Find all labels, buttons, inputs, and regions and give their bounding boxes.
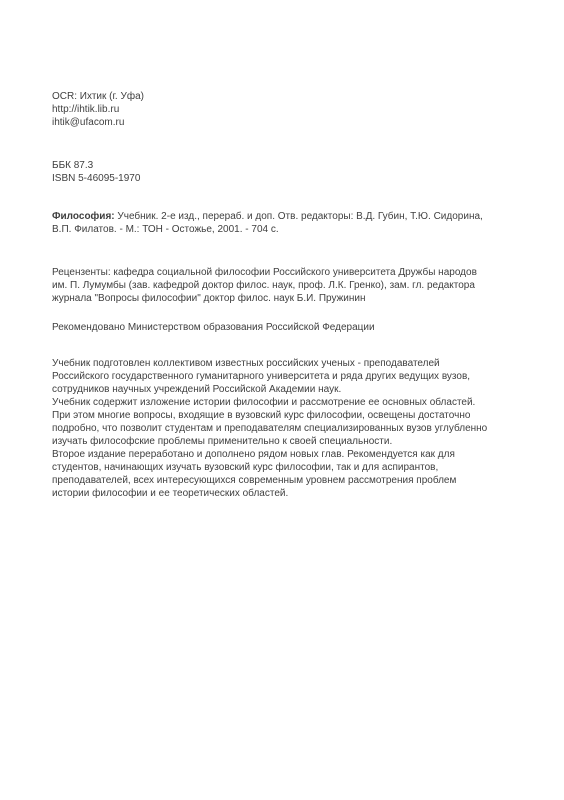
reviewers-line: им. П. Лумумбы (зав. кафедрой доктор филос. наук, проф. Л.К. Гренко), зам. гл. редактора: [52, 280, 475, 291]
bibliographic-entry: [52, 210, 532, 236]
abstract-line: истории философии и ее теоретических областей.: [52, 488, 289, 499]
abstract-line: изучать философские проблемы применительно к своей специальности.: [52, 436, 393, 447]
book-title: Философия:: [52, 211, 115, 222]
site-link[interactable]: http://ihtik.lib.ru: [52, 104, 120, 115]
abstract-line: При этом многие вопросы, входящие в вузовский курс философии, освещены достаточно: [52, 410, 471, 421]
catalog-codes: [52, 159, 532, 185]
abstract-line: подробно, что позволит студентам и преподавателям специализированных вузов углубленно: [52, 423, 488, 434]
abstract-paragraph: [52, 357, 532, 500]
isbn-code: ISBN 5-46095-1970: [52, 173, 141, 184]
abstract-line: Российского государственного гуманитарного университета и ряда других ведущих вузов,: [52, 371, 471, 382]
reviewers-line: журнала "Вопросы философии" доктор филос. наук Б.И. Пружинин: [52, 293, 366, 304]
abstract-line: Второе издание переработано и дополнено рядом новых глав. Рекомендуется как для: [52, 449, 455, 460]
email-link[interactable]: ihtik@ufacom.ru: [52, 117, 125, 128]
biblio-line-1-rest: Учебник. 2-е изд., перераб. и доп. Отв. редакторы: В.Д. Губин, Т.Ю. Сидорина,: [114, 211, 483, 222]
abstract-line: Учебник подготовлен коллективом известных российских ученых - преподавателей: [52, 358, 440, 369]
biblio-line-2: В.П. Филатов. - М.: ТОН - Остожье, 2001. - 704 с.: [52, 224, 279, 235]
ocr-line: OCR: Ихтик (г. Уфа): [52, 91, 144, 102]
reviewers-line: Рецензенты: кафедра социальной философии Российского университета Дружбы народов: [52, 267, 477, 278]
recommendation-line: Рекомендовано Министерством образования Российской Федерации: [52, 322, 375, 333]
abstract-line: сотрудников научных учреждений Российской Академии наук.: [52, 384, 342, 395]
abstract-line: Учебник содержит изложение истории философии и рассмотрение ее основных областей.: [52, 397, 476, 408]
bbk-code: ББК 87.3: [52, 160, 94, 171]
abstract-line: преподавателей, всех интересующихся современным уровнем рассмотрения проблем: [52, 475, 457, 486]
abstract-line: студентов, начинающих изучать вузовский курс философии, так и для аспирантов,: [52, 462, 439, 473]
biblio-line-1: [52, 210, 532, 223]
recommendation: [52, 321, 532, 334]
reviewers-paragraph: [52, 266, 532, 305]
ocr-credits: [52, 90, 532, 129]
